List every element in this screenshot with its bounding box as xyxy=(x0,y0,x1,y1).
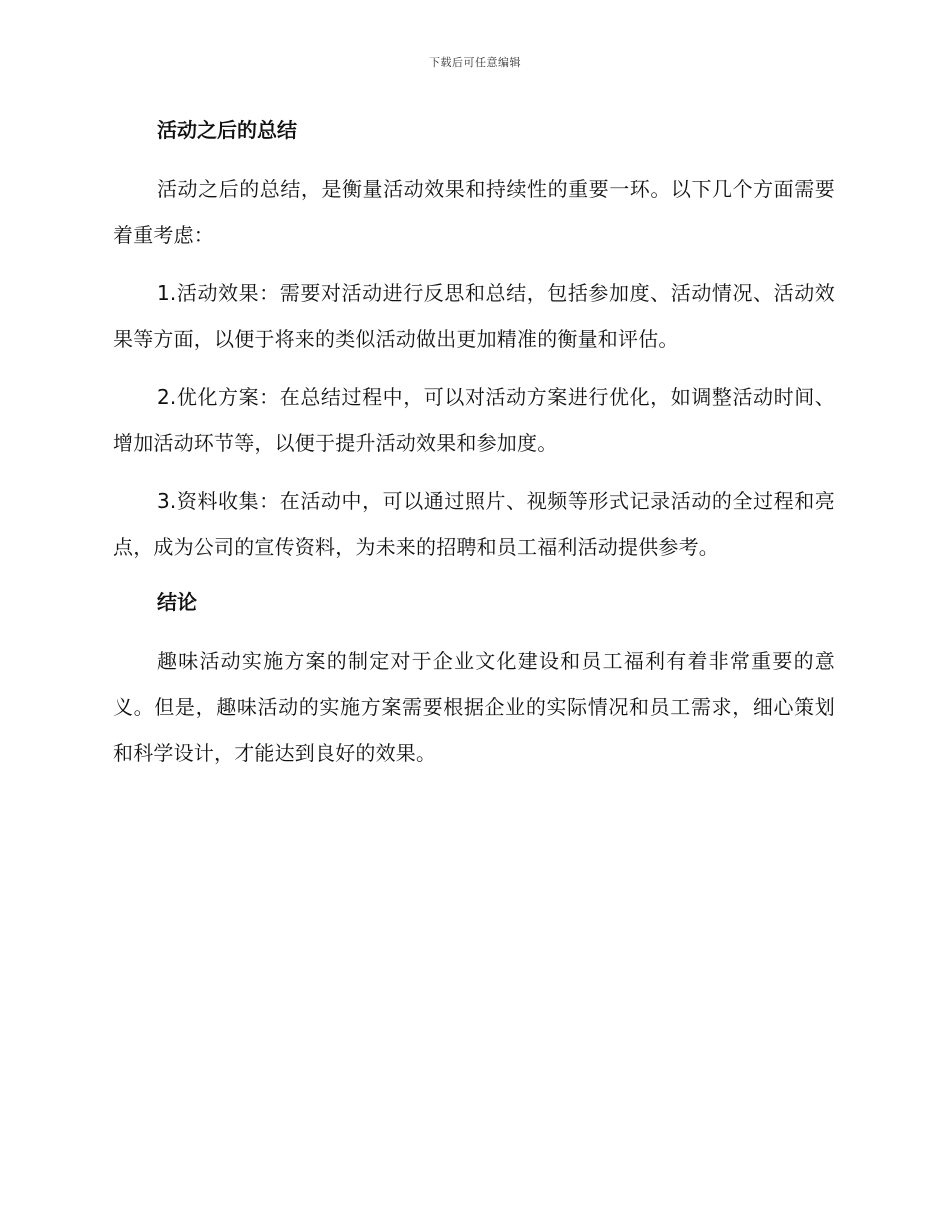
section-heading-summary: 活动之后的总结 xyxy=(157,118,297,142)
section-heading-conclusion: 结论 xyxy=(157,590,197,614)
paragraph-summary-intro: 活动之后的总结，是衡量活动效果和持续性的重要一环。以下几个方面需要着重考虑： xyxy=(113,177,835,247)
paragraph-optimize-plan: 2.优化方案：在总结过程中，可以对活动方案进行优化，如调整活动时间、增加活动环节等，以便于提升活动效果和参加度。 xyxy=(113,385,835,455)
paragraph-conclusion: 趣味活动实施方案的制定对于企业文化建设和员工福利有着非常重要的意义。但是，趣味活动的实施方案需要根据企业的实际情况和员工需求，细心策划和科学设计，才能达到良好的效果。 xyxy=(113,649,835,765)
header-note: 下载后可任意编辑 xyxy=(429,56,521,69)
paragraph-material-collection: 3.资料收集：在活动中，可以通过照片、视频等形式记录活动的全过程和亮点，成为公司的宣传资料，为未来的招聘和员工福利活动提供参考。 xyxy=(113,489,835,559)
document-body xyxy=(113,110,835,788)
paragraph-activity-effect: 1.活动效果：需要对活动进行反思和总结，包括参加度、活动情况、活动效果等方面，以便于将来的类似活动做出更加精准的衡量和评估。 xyxy=(113,281,835,351)
